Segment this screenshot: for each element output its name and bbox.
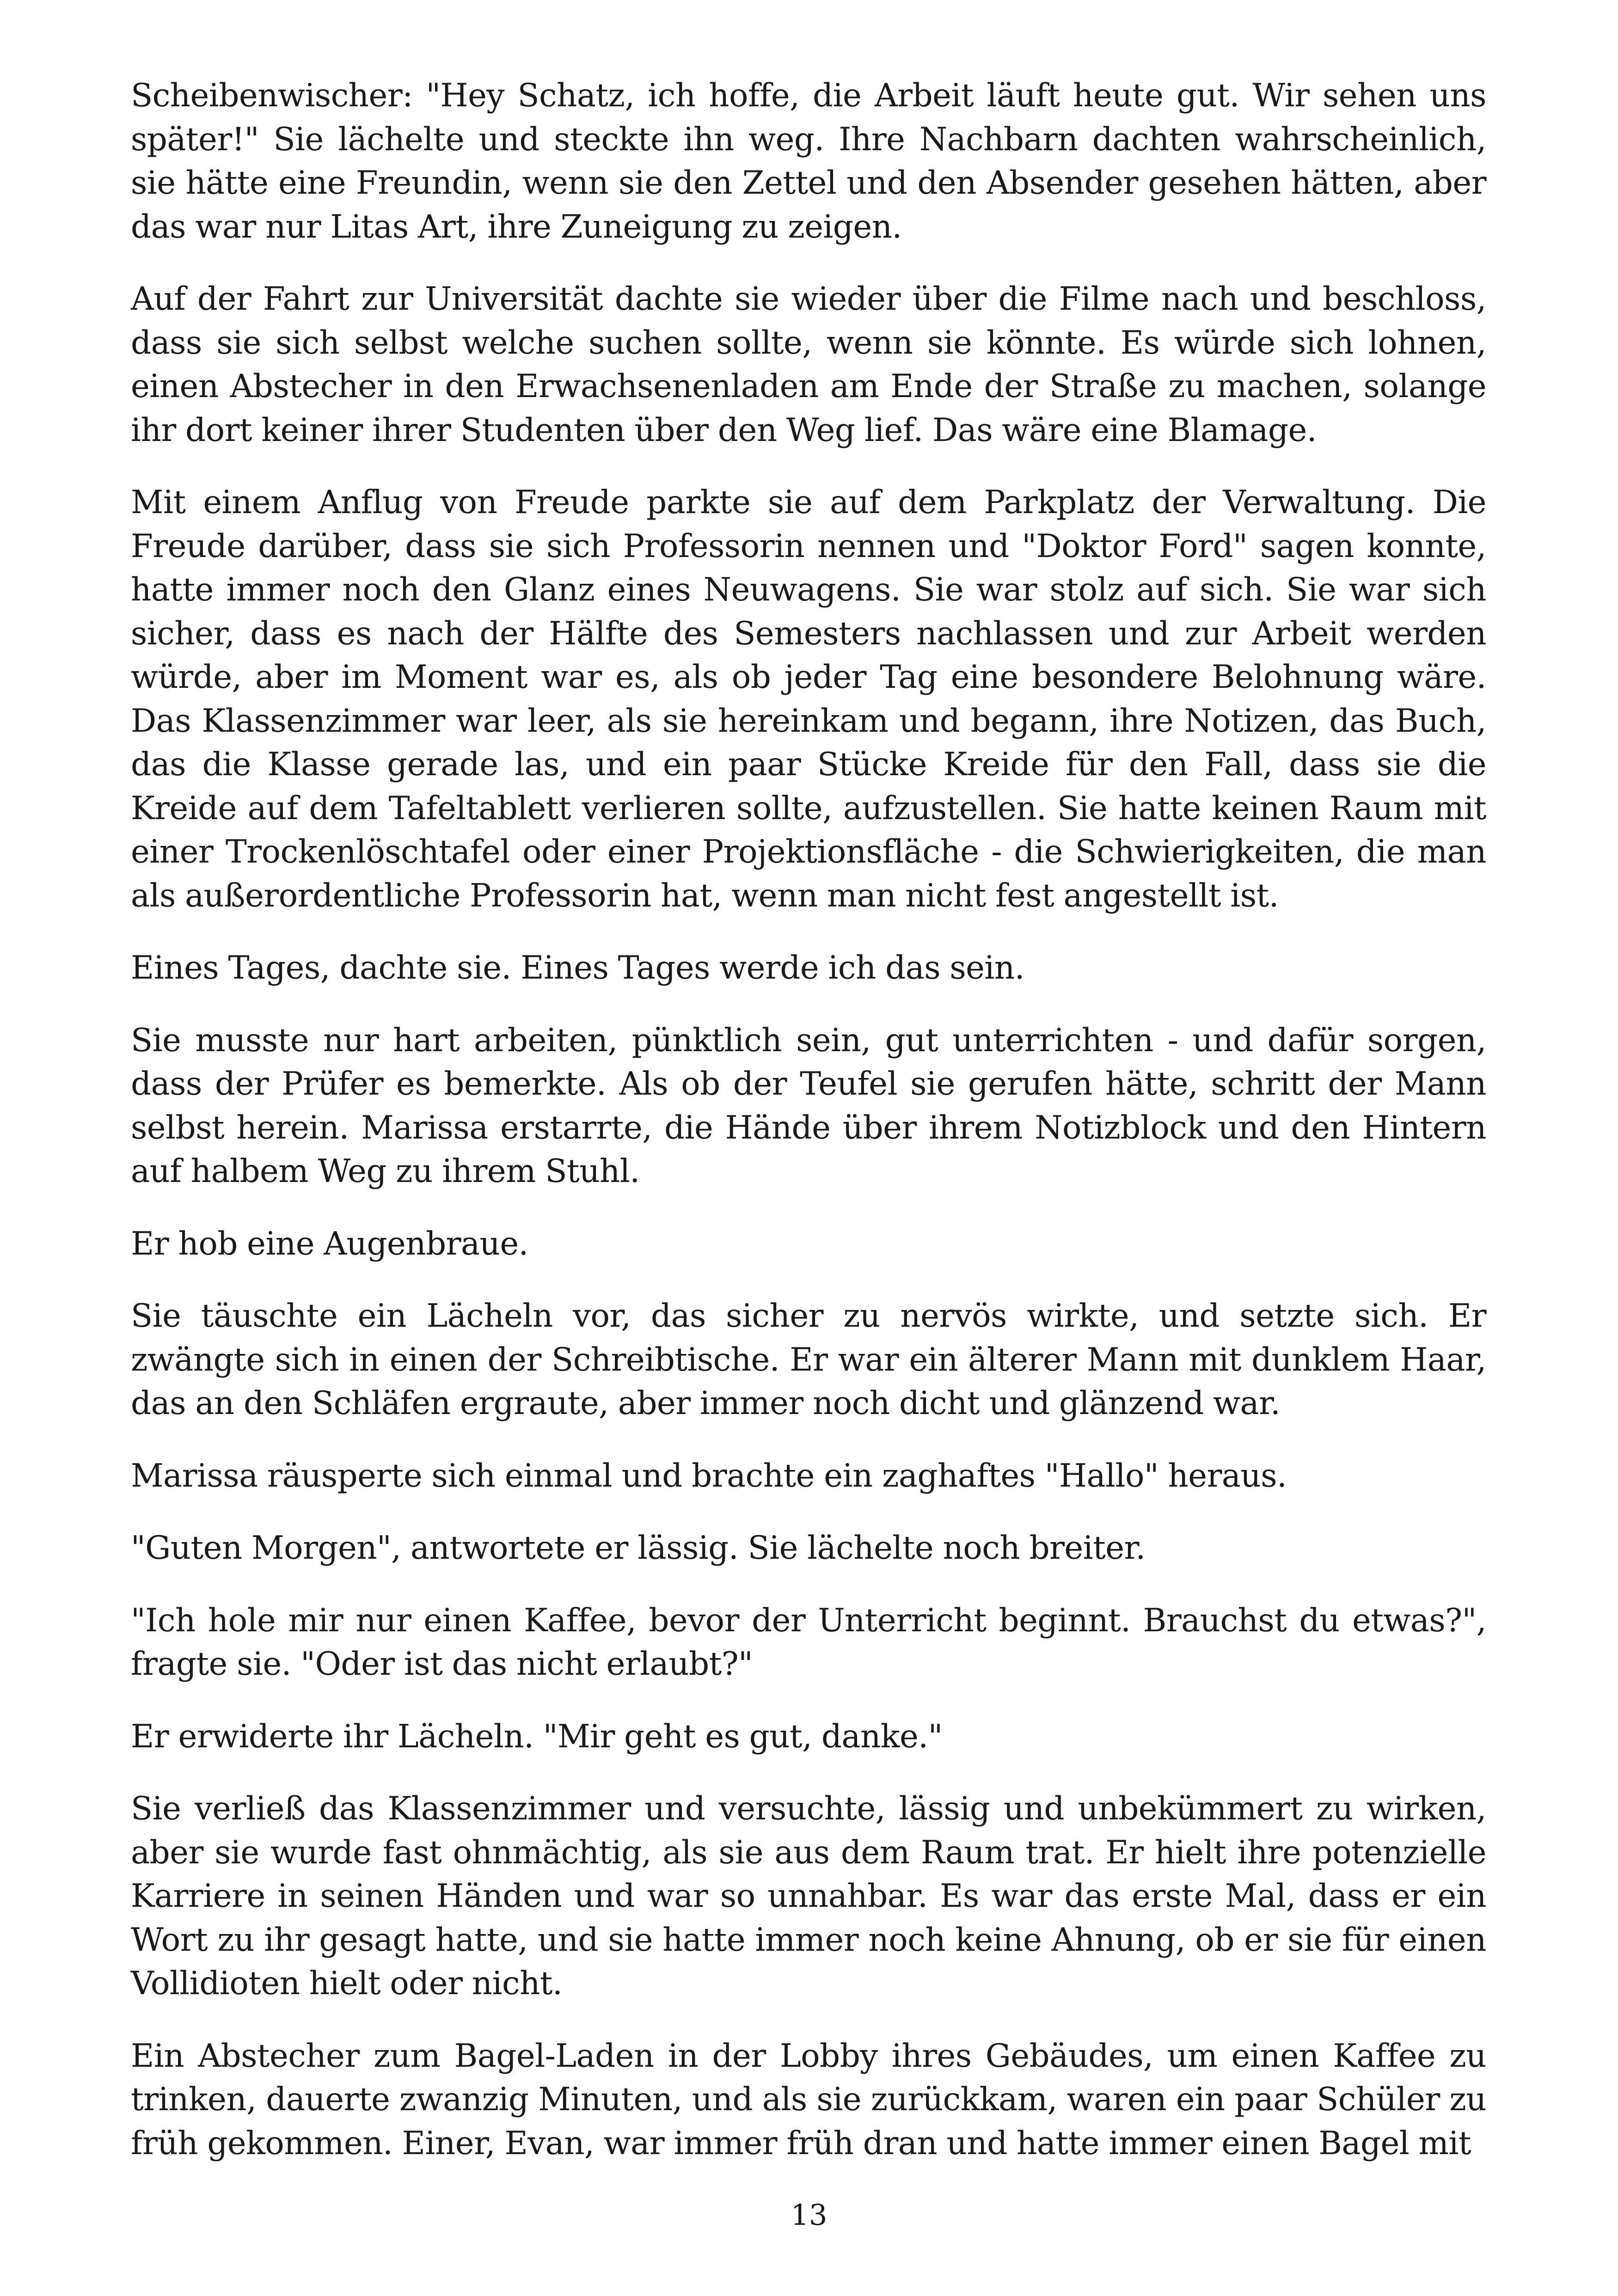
- paragraph: Marissa räusperte sich einmal und brachte ein zaghaftes "Hallo" heraus.: [131, 1457, 1287, 1494]
- paragraph: Auf der Fahrt zur Universität dachte sie wieder über die Filme nach und beschloss, dass sie sich selbst welche suchen sollte, wenn sie könnte. Es würde sich lohnen, einen Abstecher in den Erwachsenenladen am Ende der Straße zu machen, solange ihr dort keiner ihrer Studenten über den Weg lief. Das wäre eine Blamage.: [131, 281, 1486, 449]
- paragraph: Mit einem Anflug von Freude parkte sie auf dem Parkplatz der Verwaltung. Die Freude darüber, dass sie sich Professorin nennen und "Doktor Ford" sagen konnte, hatte immer noch den Glanz eines Neuwagens. Sie war stolz auf sich. Sie war sich sicher, dass es nach der Hälfte des Semesters nachlassen und zur Arbeit werden würde, aber im Moment war es, als ob jeder Tag eine besondere Belohnung wäre. Das Klassenzimmer war leer, als sie hereinkam und begann, ihre Notizen, das Buch, das die Klasse gerade las, und ein paar Stücke Kreide für den Fall, dass sie die Kreide auf dem Tafeltablett verlieren sollte, aufzustellen. Sie hatte keinen Raum mit einer Trockenlöschtafel oder einer Projektionsfläche - die Schwierigkeiten, die man als außerordentliche Professorin hat, wenn man nicht fest angestellt ist.: [131, 484, 1486, 914]
- paragraph: Sie verließ das Klassenzimmer und versuchte, lässig und unbekümmert zu wirken, aber sie wurde fast ohnmächtig, als sie aus dem Raum trat. Er hielt ihre potenzielle Karriere in seinen Händen und war so unnahbar. Es war das erste Mal, dass er ein Wort zu ihr gesagt hatte, und sie hatte immer noch keine Ahnung, ob er sie für einen Vollidioten hielt oder nicht.: [131, 1790, 1486, 2002]
- paragraph: "Guten Morgen", antwortete er lässig. Sie lächelte noch breiter.: [131, 1530, 1146, 1567]
- paragraph: Sie musste nur hart arbeiten, pünktlich sein, gut unterrichten - und dafür sorgen, dass der Prüfer es bemerkte. Als ob der Teufel sie gerufen hätte, schritt der Mann selbst herein. Marissa erstarrte, die Hände über ihrem Notizblock und den Hintern auf halbem Weg zu ihrem Stuhl.: [131, 1022, 1486, 1190]
- body-text: [131, 74, 1486, 2165]
- paragraph: Sie täuschte ein Lächeln vor, das sicher zu nervös wirkte, und setzte sich. Er zwängte sich in einen der Schreibtische. Er war ein älterer Mann mit dunklem Haar, das an den Schläfen ergraute, aber immer noch dicht und glänzend war.: [131, 1298, 1486, 1422]
- page-number: 13: [791, 2198, 827, 2232]
- paragraph: Er erwiderte ihr Lächeln. "Mir geht es gut, danke.": [131, 1718, 943, 1755]
- paragraph: Ein Abstecher zum Bagel-Laden in der Lobby ihres Gebäudes, um einen Kaffee zu trinken, dauerte zwanzig Minuten, und als sie zurückkam, waren ein paar Schüler zu früh gekommen. Einer, Evan, war immer früh dran und hatte immer einen Bagel mit: [131, 2037, 1486, 2162]
- paragraph: "Ich hole mir nur einen Kaffee, bevor der Unterricht beginnt. Brauchst du etwas?", fragte sie. "Oder ist das nicht erlaubt?": [131, 1602, 1486, 1683]
- paragraph: Er hob eine Augenbraue.: [131, 1225, 528, 1262]
- paragraph: Eines Tages, dachte sie. Eines Tages werde ich das sein.: [131, 949, 1025, 986]
- paragraph: Scheibenwischer: "Hey Schatz, ich hoffe, die Arbeit läuft heute gut. Wir sehen uns später!" Sie lächelte und steckte ihn weg. Ihre Nachbarn dachten wahrscheinlich, sie hätte eine Freundin, wenn sie den Zettel und den Absender gesehen hätten, aber das war nur Litas Art, ihre Zuneigung zu zeigen.: [131, 77, 1486, 245]
